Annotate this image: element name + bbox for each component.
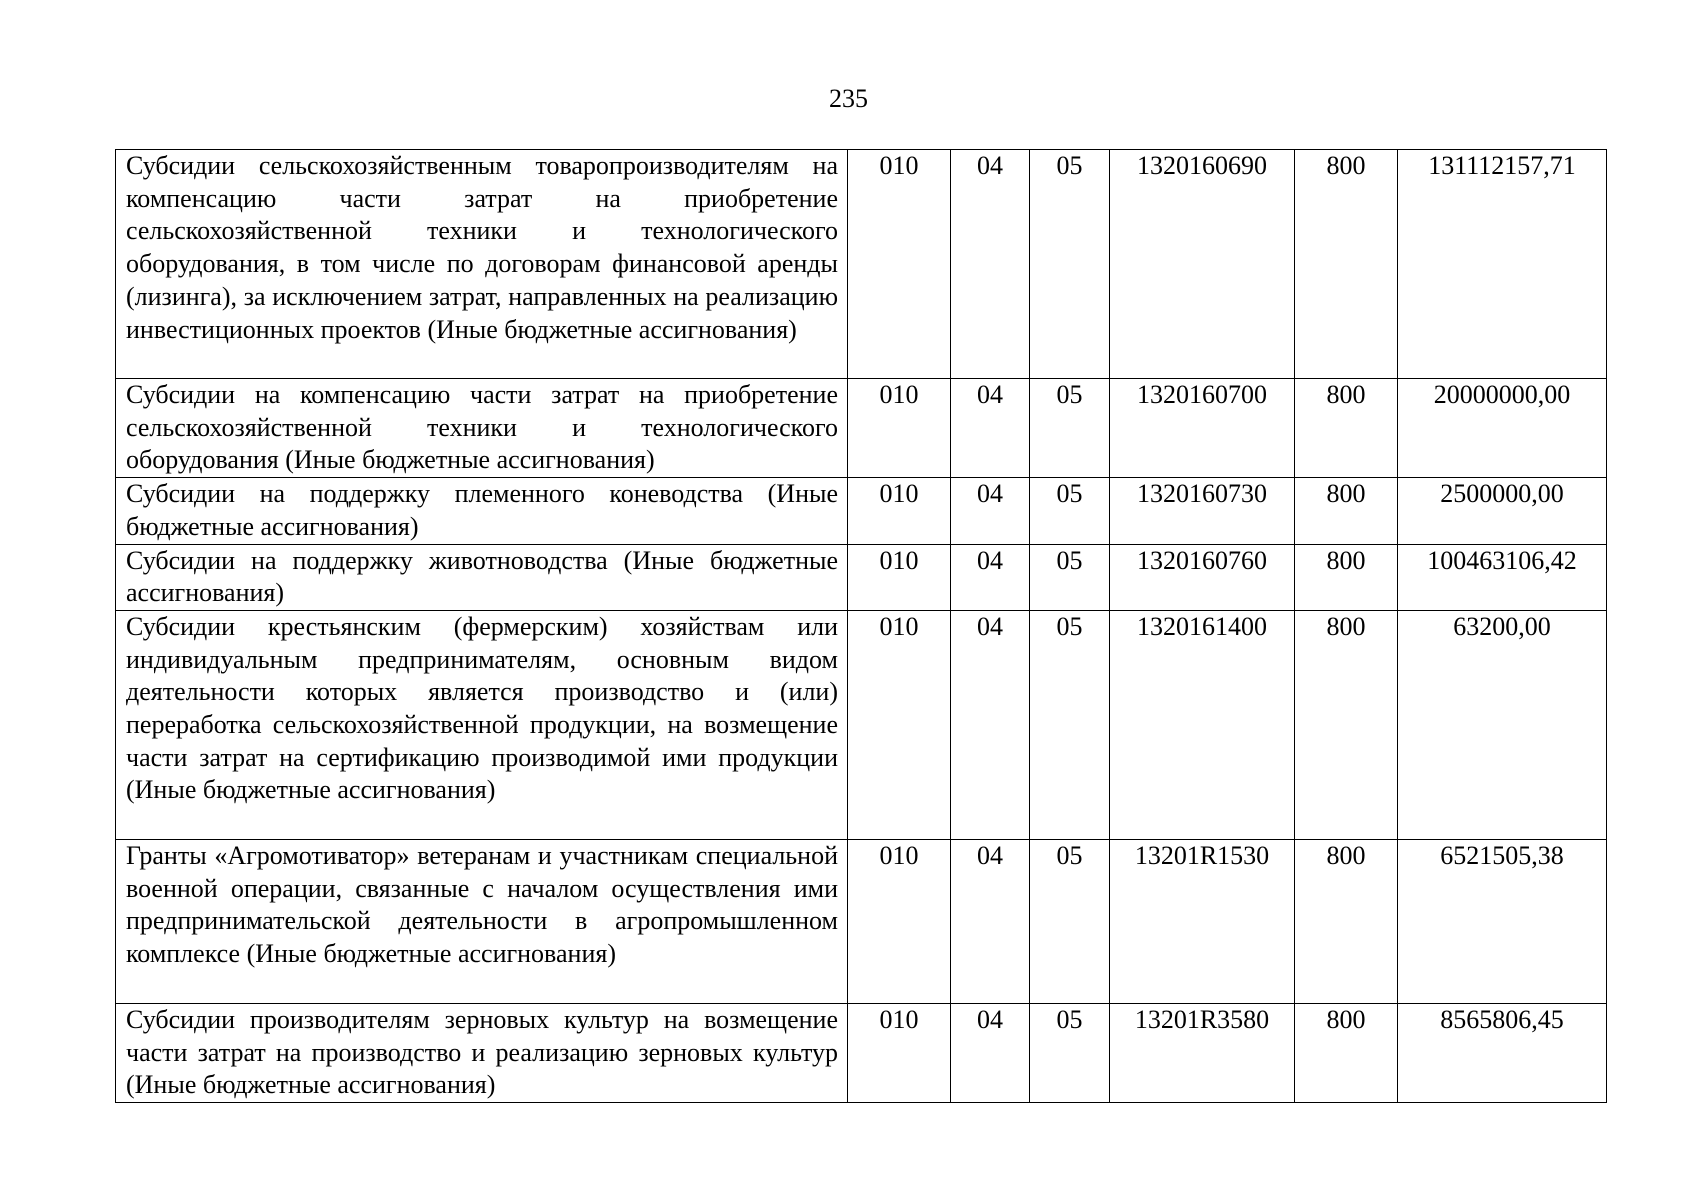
amount: 131112157,71: [1398, 150, 1607, 379]
amount: 20000000,00: [1398, 379, 1607, 478]
amount: 6521505,38: [1398, 839, 1607, 1003]
expense-type-code: 800: [1295, 150, 1398, 379]
section-code: 04: [951, 150, 1030, 379]
subsection-code: 05: [1030, 1003, 1110, 1102]
expense-type-code: 800: [1295, 379, 1398, 478]
target-article-code: 1320161400: [1110, 610, 1295, 839]
target-article-code: 13201R1530: [1110, 839, 1295, 1003]
section-code: 04: [951, 544, 1030, 610]
row-description: Субсидии на компенсацию части затрат на приобретение сельскохозяйственной техники и технологического оборудования (Иные бюджетные ассигнования): [116, 379, 848, 478]
section-code: 04: [951, 478, 1030, 544]
subsection-code: 05: [1030, 610, 1110, 839]
ministry-code: 010: [848, 150, 951, 379]
target-article-code: 1320160760: [1110, 544, 1295, 610]
subsection-code: 05: [1030, 150, 1110, 379]
table-row: [116, 478, 1607, 544]
ministry-code: 010: [848, 379, 951, 478]
amount: 100463106,42: [1398, 544, 1607, 610]
target-article-code: 1320160730: [1110, 478, 1295, 544]
subsection-code: 05: [1030, 379, 1110, 478]
table-row: [116, 1003, 1607, 1102]
row-description: Гранты «Агромотиватор» ветеранам и участникам специальной военной операции, связанные с началом осуществления ими предпринимательской деятельности в агропромышленном комплексе (Иные бюджетные ассигнования): [116, 839, 848, 1003]
amount: 2500000,00: [1398, 478, 1607, 544]
amount: 8565806,45: [1398, 1003, 1607, 1102]
table-row: [116, 839, 1607, 1003]
ministry-code: 010: [848, 1003, 951, 1102]
section-code: 04: [951, 379, 1030, 478]
row-description: Субсидии на поддержку племенного коневодства (Иные бюджетные ассигнования): [116, 478, 848, 544]
section-code: 04: [951, 610, 1030, 839]
ministry-code: 010: [848, 839, 951, 1003]
ministry-code: 010: [848, 610, 951, 839]
section-code: 04: [951, 1003, 1030, 1102]
budget-table: [115, 149, 1607, 1103]
table-row: [116, 610, 1607, 839]
row-description: Субсидии производителям зерновых культур на возмещение части затрат на производство и реализацию зерновых культур (Иные бюджетные ассигнования): [116, 1003, 848, 1102]
expense-type-code: 800: [1295, 544, 1398, 610]
expense-type-code: 800: [1295, 478, 1398, 544]
expense-type-code: 800: [1295, 839, 1398, 1003]
subsection-code: 05: [1030, 839, 1110, 1003]
table-row: [116, 544, 1607, 610]
target-article-code: 1320160690: [1110, 150, 1295, 379]
target-article-code: 1320160700: [1110, 379, 1295, 478]
row-description: Субсидии крестьянским (фермерским) хозяйствам или индивидуальным предпринимателям, основным видом деятельности которых является производство и (или) переработка сельскохозяйственной продукции, на возмещение части затрат на сертификацию производимой ими продукции (Иные бюджетные ассигнования): [116, 610, 848, 839]
page-number: 235: [829, 84, 868, 113]
row-description: Субсидии сельскохозяйственным товаропроизводителям на компенсацию части затрат на приобретение сельскохозяйственной техники и технологического оборудования, в том числе по договорам финансовой аренды (лизинга), за исключением затрат, направленных на реализацию инвестиционных проектов (Иные бюджетные ассигнования): [116, 150, 848, 379]
table-row: [116, 379, 1607, 478]
ministry-code: 010: [848, 478, 951, 544]
subsection-code: 05: [1030, 544, 1110, 610]
subsection-code: 05: [1030, 478, 1110, 544]
row-description: Субсидии на поддержку животноводства (Иные бюджетные ассигнования): [116, 544, 848, 610]
table-row: [116, 150, 1607, 379]
target-article-code: 13201R3580: [1110, 1003, 1295, 1102]
amount: 63200,00: [1398, 610, 1607, 839]
expense-type-code: 800: [1295, 610, 1398, 839]
section-code: 04: [951, 839, 1030, 1003]
expense-type-code: 800: [1295, 1003, 1398, 1102]
ministry-code: 010: [848, 544, 951, 610]
